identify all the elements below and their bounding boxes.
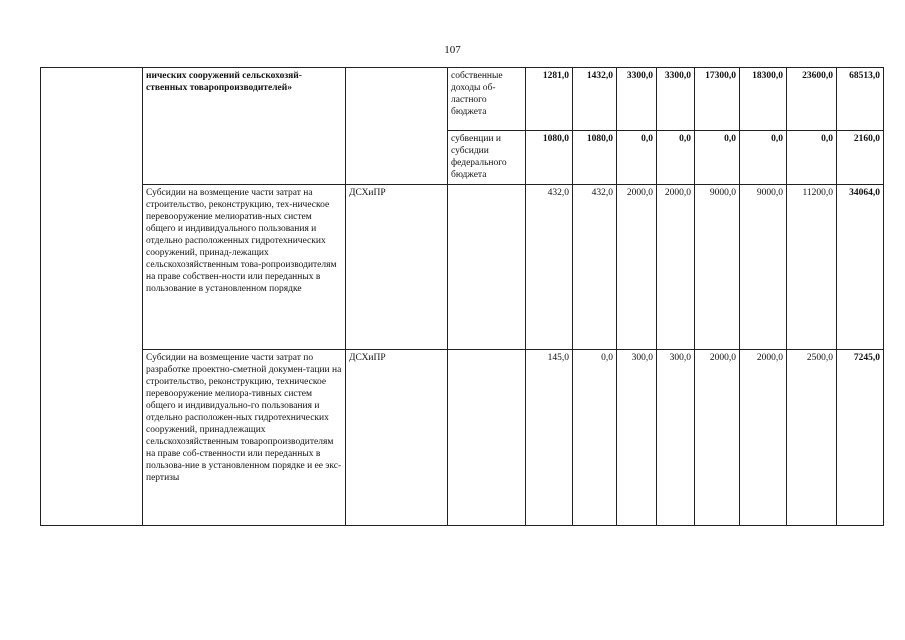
value-cell: 0,0 [657, 131, 695, 185]
total-cell: 34064,0 [837, 185, 884, 350]
row-executor: ДСХиПР [346, 350, 448, 526]
value-cell: 18300,0 [740, 68, 787, 131]
value-cell: 1080,0 [573, 131, 617, 185]
row-description: Субсидии на возмещение части затрат на строительство, реконструкцию, тех-ническое перевооружение мелиоратив-ных систем общего и индивидуального пользования и отдельно расположенных гидротехнических сооружений, принад-лежащих сельскохозяйственным това-ропроизводителям на праве собствен-ности или переданных в пользование в установленном порядке [143, 185, 346, 350]
row-executor [346, 68, 448, 185]
value-cell: 145,0 [526, 350, 573, 526]
value-cell: 9000,0 [740, 185, 787, 350]
total-cell: 68513,0 [837, 68, 884, 131]
value-cell: 17300,0 [695, 68, 740, 131]
value-cell: 3300,0 [617, 68, 657, 131]
page-number: 107 [444, 44, 461, 56]
value-cell: 0,0 [617, 131, 657, 185]
source-name [448, 185, 526, 350]
row-description: Субсидии на возмещение части затрат по разработке проектно-сметной докумен-тации на строительство, реконструкцию, техническое перевооружение мелиора-тивных систем общего и индивидуально-го пользования и отдельно расположен-ных гидротехнических сооружений, принадлежащих сельскохозяйственным товаропроизводителям на праве соб-ственности или переданных в пользова-ние в установленном порядке и ее экс-пертизы [143, 350, 346, 526]
table-row [41, 185, 884, 350]
value-cell: 2000,0 [695, 350, 740, 526]
value-cell: 3300,0 [657, 68, 695, 131]
value-cell: 11200,0 [787, 185, 837, 350]
value-cell: 2000,0 [657, 185, 695, 350]
value-cell: 0,0 [695, 131, 740, 185]
value-cell: 1432,0 [573, 68, 617, 131]
table-row [41, 68, 884, 131]
number-cell [41, 68, 143, 526]
value-cell: 23600,0 [787, 68, 837, 131]
value-cell: 2000,0 [740, 350, 787, 526]
total-cell: 7245,0 [837, 350, 884, 526]
value-cell: 9000,0 [695, 185, 740, 350]
row-executor: ДСХиПР [346, 185, 448, 350]
value-cell: 1080,0 [526, 131, 573, 185]
total-cell: 2160,0 [837, 131, 884, 185]
source-name: собственные доходы об-ластного бюджета [448, 68, 526, 131]
budget-table [40, 67, 884, 526]
value-cell: 0,0 [740, 131, 787, 185]
value-cell: 0,0 [787, 131, 837, 185]
value-cell: 2500,0 [787, 350, 837, 526]
value-cell: 300,0 [657, 350, 695, 526]
value-cell: 432,0 [573, 185, 617, 350]
value-cell: 1281,0 [526, 68, 573, 131]
table-row [41, 350, 884, 526]
source-name [448, 350, 526, 526]
row-description: ническиx сооружений сельскохозяй-ственных товаропроизводителей» [143, 68, 346, 185]
value-cell: 0,0 [573, 350, 617, 526]
source-name: субвенции и субсидии федерального бюджета [448, 131, 526, 185]
value-cell: 2000,0 [617, 185, 657, 350]
value-cell: 300,0 [617, 350, 657, 526]
value-cell: 432,0 [526, 185, 573, 350]
